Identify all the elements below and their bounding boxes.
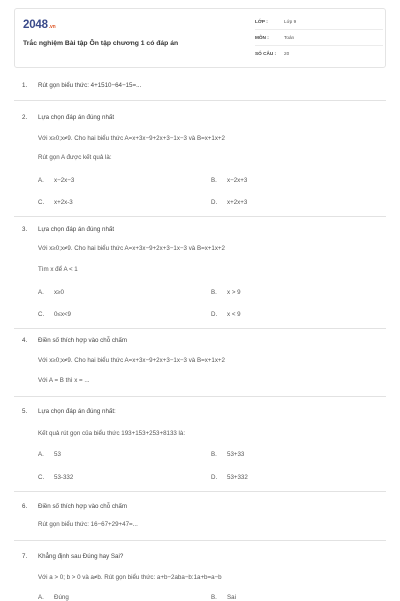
- question-number: 6.: [22, 503, 28, 510]
- question-text: Lựa chọn đáp án đúng nhất: [38, 226, 115, 233]
- meta-label-count: SỐ CÂU :: [255, 51, 277, 56]
- answer-option-c[interactable]: C. 53-332: [38, 474, 74, 481]
- page-title: Trắc nghiệm Bài tập Ôn tập chương 1 có đáp án: [23, 40, 179, 47]
- question-divider: [14, 396, 386, 397]
- question-text: Lựa chọn đáp án đúng nhất:: [38, 408, 116, 415]
- question-line: Rút gọn A được kết quả là:: [38, 154, 112, 161]
- question-text: Khẳng định sau Đúng hay Sai?: [38, 553, 124, 560]
- logo-text: 2048: [23, 19, 48, 31]
- question-number: 5.: [22, 408, 28, 415]
- question-divider: [14, 100, 386, 101]
- answer-option-a[interactable]: A. Đúng: [38, 594, 69, 601]
- question-line: Với A = B thì x = ...: [38, 377, 90, 384]
- answer-option-a[interactable]: A. x−2x−3: [38, 177, 75, 184]
- question-line: Với x≥0;x≠9. Cho hai biểu thức A=x+3x−9+2x+3−1x−3 và B=x+1x+2: [38, 245, 225, 252]
- answer-option-d[interactable]: D. x+2x+3: [211, 199, 248, 206]
- question-number: 3.: [22, 226, 28, 233]
- question-number: 1.: [22, 82, 28, 89]
- question-line: Kết quả rút gọn của biểu thức 193+153+253+8133 là:: [38, 430, 186, 437]
- meta-value-class: Lớp 9: [284, 19, 297, 24]
- question-divider: [14, 328, 386, 329]
- meta-label-subject: MÔN :: [255, 35, 269, 40]
- answer-option-a[interactable]: A. x≥0: [38, 289, 64, 296]
- meta-value-subject: Toán: [284, 35, 295, 40]
- site-logo[interactable]: [23, 19, 55, 31]
- answer-option-b[interactable]: B. 53+33: [211, 451, 245, 458]
- answer-option-b[interactable]: B. x > 9: [211, 289, 241, 296]
- answer-option-a[interactable]: A. 53: [38, 451, 61, 458]
- answer-option-c[interactable]: C. 0≤x<9: [38, 311, 71, 318]
- question-number: 4.: [22, 337, 28, 344]
- answer-option-b[interactable]: B. Sai: [211, 594, 236, 601]
- question-line: Với a > 0; b > 0 và a≠b. Rút gọn biểu thức: a+b−2aba−b:1a+b=a−b: [38, 574, 222, 581]
- question-text: Lựa chọn đáp án đúng nhất: [38, 114, 115, 121]
- answer-option-c[interactable]: C. x+2x-3: [38, 199, 73, 206]
- question-divider: [14, 491, 386, 492]
- quiz-header: [14, 8, 386, 68]
- question-line: Với x≥0;x≠9. Cho hai biểu thức A=x+3x−9+2x+3−1x−3 và B=x+1x+2: [38, 135, 225, 142]
- question-divider: [14, 540, 386, 541]
- answer-option-d[interactable]: D. 53+332: [211, 474, 248, 481]
- question-line: Tìm x để A < 1: [38, 266, 78, 273]
- meta-divider: [255, 45, 383, 46]
- question-line: Rút gọn biểu thức: 16−67+29+47=...: [38, 521, 138, 528]
- question-line: Với x≥0;x≠9. Cho hai biểu thức A=x+3x−9+2x+3−1x−3 và B=x+1x+2: [38, 357, 225, 364]
- question-number: 7.: [22, 553, 28, 560]
- meta-label-class: LỚP :: [255, 19, 268, 24]
- question-text: Rút gọn biểu thức: 4+1510−64−15=...: [38, 82, 142, 89]
- question-divider: [14, 216, 386, 217]
- answer-option-b[interactable]: B. x−2x+3: [211, 177, 248, 184]
- logo-suffix: .vn: [48, 24, 56, 30]
- question-text: Điền số thích hợp vào chỗ chấm: [38, 337, 128, 344]
- question-number: 2.: [22, 114, 28, 121]
- meta-value-count: 20: [284, 51, 290, 56]
- meta-divider: [255, 29, 383, 30]
- question-text: Điền số thích hợp vào chỗ chấm: [38, 503, 128, 510]
- answer-option-d[interactable]: D. x < 9: [211, 311, 241, 318]
